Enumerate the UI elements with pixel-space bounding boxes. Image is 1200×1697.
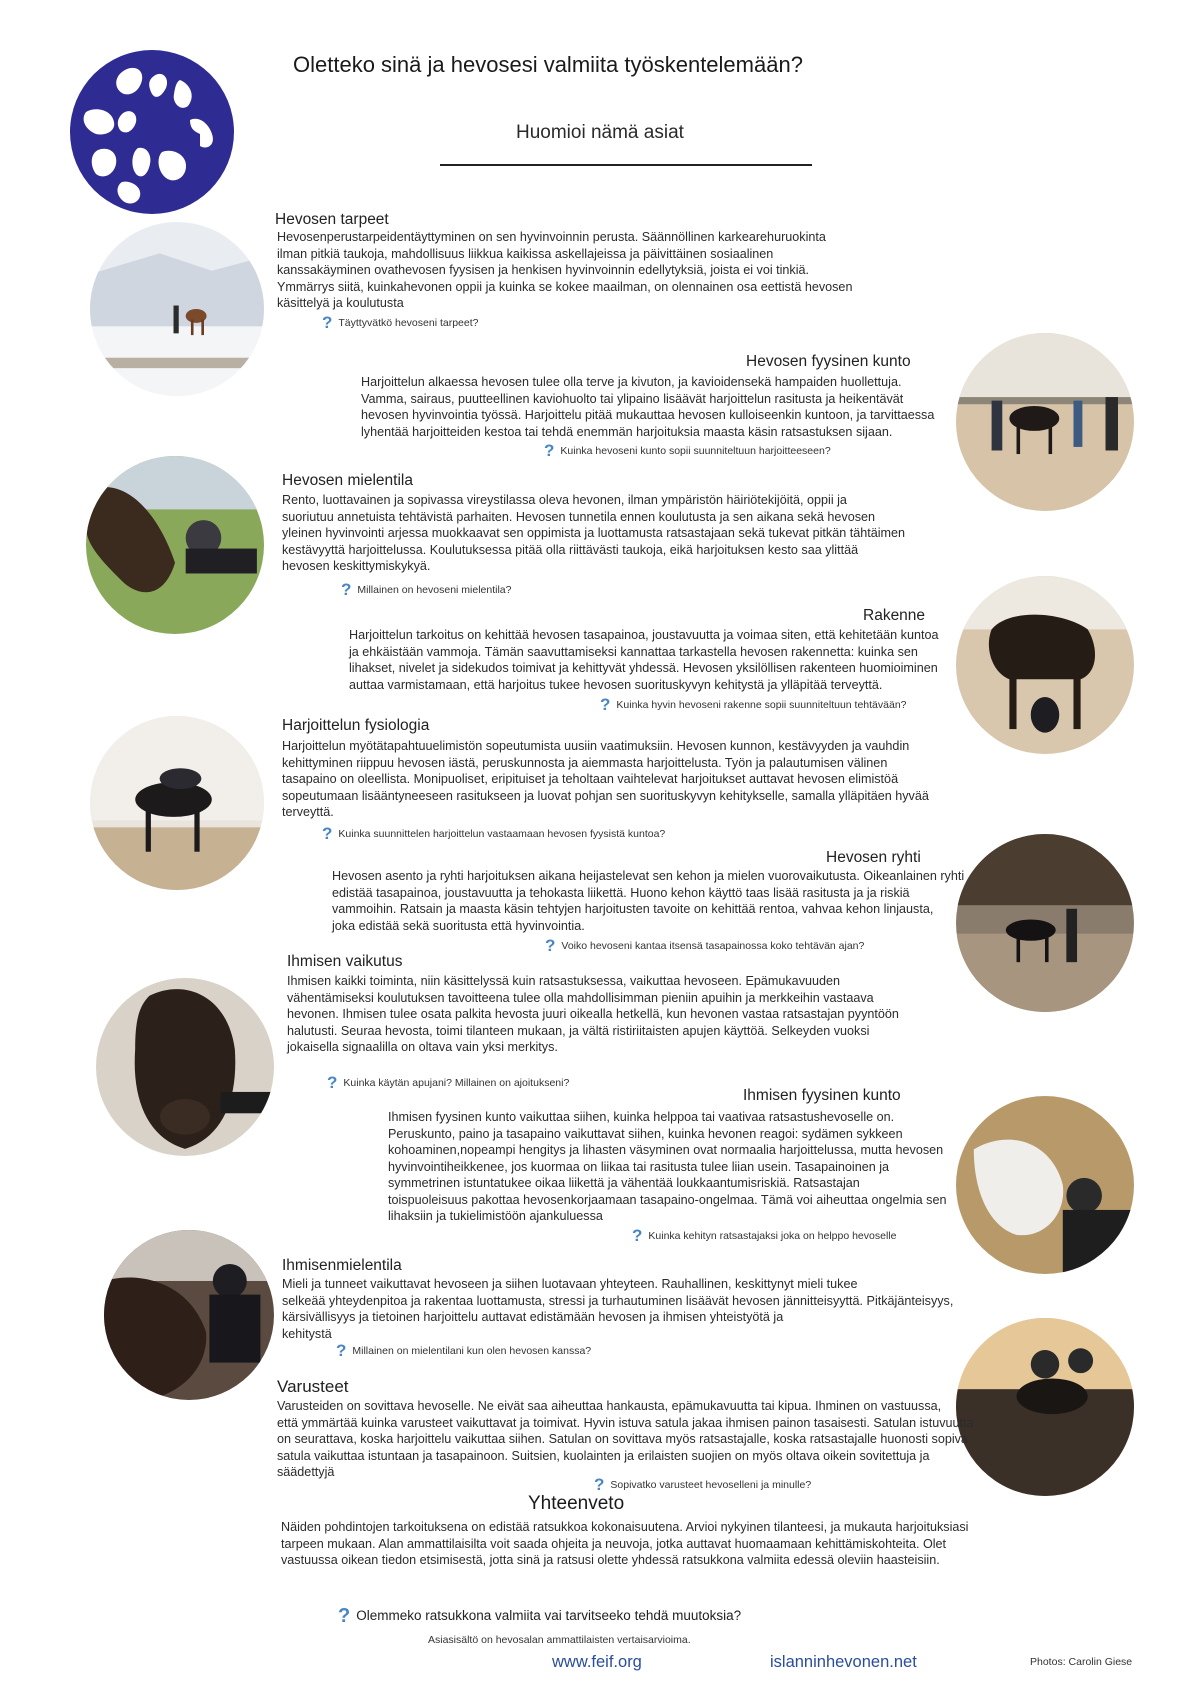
section-body-varusteet — [277, 1398, 1017, 1481]
photo-horse-snow-walk — [90, 222, 264, 396]
body-line: Hevosenperustarpeidentäyttyminen on sen hyvinvoinnin perusta. Säännöllinen karkearehuruokinta — [277, 230, 826, 244]
section-title-hevosen-mielentila: Hevosen mielentila — [282, 472, 413, 489]
question-mark-icon: ? — [594, 1475, 605, 1494]
question-text: Millainen on mielentilani kun olen hevosen kanssa? — [352, 1345, 592, 1357]
body-line: Harjoittelun tarkoitus on kehittää hevosen tasapainoa, joustavuutta ja voimaa siten, että kehitetään kuntoa — [349, 628, 939, 642]
body-line: jokaisella signaalilla on oltava vain yksi merkitys. — [287, 1040, 558, 1054]
body-line: että ymmärtää kuinka varusteet vaikuttavat ja toimivat. Hyvin istuva satula jakaa ihmisen painon tasaisesti. Satulan istuvuutta — [277, 1415, 974, 1430]
body-line: joka edistää sekä suoritusta että hyvinvointia. — [332, 918, 585, 933]
section-body-ihmisen-vaikutus — [287, 973, 987, 1056]
body-line: hevosen hyvinvointia työssä. Harjoittelu pitää mukauttaa hevosen kulloiseenkin kuntoon, ja tarvittaessa — [361, 408, 935, 422]
question-hevosen-ryhti — [545, 936, 864, 956]
question-text: Kuinka suunnittelen harjoittelun vastaamaan hevosen fyysistä kuntoa? — [338, 828, 666, 840]
body-line: vähentämiseksi koulutuksen tavoitteena tulee olla mahdollisimman pieniin apuihin ja merkkeihin vastaava — [287, 990, 874, 1005]
section-body-hevosen-ryhti — [332, 868, 1012, 934]
body-line: tarpeen mukaan. Alan ammattilaisilta voit saada ohjeita ja neuvoja, jotka auttavat huomaamaan kehittämiskohteita. Olet — [281, 1536, 947, 1551]
section-title-harjoittelun-fysiologia: Harjoittelun fysiologia — [282, 717, 430, 734]
body-line: kohoaminen,nopeampi hengitys ja lihasten väsyminen ovat normaalia harjoittelussa, mutta hevosen — [388, 1143, 944, 1157]
body-line: Peruskunto, paino ja tasapaino vaikuttavat siihen, kuinka hevonen reagoi: sydämen sykkeen — [388, 1126, 903, 1141]
body-line: toispuoleisuus pakottaa hevosenkorjaamaan tasapaino-ongelmaa. Tämä voi aiheuttaa ongelmia sen — [388, 1192, 947, 1207]
question-varusteet — [594, 1475, 811, 1495]
question-text: Kuinka hevoseni kunto sopii suunniteltuun harjoitteeseen? — [560, 445, 831, 457]
question-mark-icon: ? — [632, 1226, 643, 1245]
question-harjoittelun-fysiologia — [322, 824, 665, 844]
body-line: Ihmisen fyysinen kunto vaikuttaa siihen, kuinka helppoa tai vaativaa ratsastushevoselle on. — [388, 1110, 895, 1124]
section-title-ihmisen-fyysinen-kunto: Ihmisen fyysinen kunto — [743, 1087, 901, 1104]
question-text: Kuinka hyvin hevoseni rakenne sopii suunniteltuun tehtävään? — [616, 699, 907, 711]
body-line: Harjoittelun myötätapahtuuelimistön sopeutumista uusiin vaatimuksiin. Hevosen kunnon, kestävyyden ja vauhdin — [282, 739, 910, 753]
body-line: hevonen. Ihmisen tulee osata palkita hevosta juuri oikealla hetkellä, kun hevonen vastaa ratsastajan pyyntöön — [287, 1007, 899, 1021]
body-line: sopeutumaan lisääntyneeseen rasitukseen ja luovat pohjan sen suorituskyvyn kehitykselle, samalla ylläpitäen hyvää — [282, 788, 929, 803]
body-line: edistää tasapainoa, joustavuutta ja tehokasta liikettä. Huono kehon käyttö taas lisää rasitusta ja ja riskiä — [332, 885, 910, 900]
section-body-harjoittelun-fysiologia — [282, 738, 1022, 821]
body-line: kehitystä — [282, 1326, 332, 1341]
body-line: Hevosen asento ja ryhti harjoituksen aikana heijastelevat sen kehon ja mielen vuorovaikutusta. Oikeanlainen ryhti — [332, 869, 965, 883]
section-title-ihmisen-vaikutus: Ihmisen vaikutus — [287, 953, 403, 970]
question-mark-icon: ? — [341, 580, 352, 599]
body-line: käsittelyä ja koulutusta — [277, 296, 404, 310]
section-body-hevosen-fyysinen-kunto — [361, 374, 1001, 440]
body-line: lihaksiin ja tukielimistöön ajankuluessa — [388, 1209, 603, 1223]
body-line: symmetrinen istuntatukee oikaa liikettä ja vähentää loukkaantumisriskiä. Ratsastajan — [388, 1176, 860, 1190]
body-line: tasapaino on oleellista. Monipuoliset, eripituiset ja teholtaan vaihtelevat harjoitukset auttavat hevosen elimistöä — [282, 772, 899, 786]
question-mark-icon: ? — [545, 936, 556, 955]
body-line: yleinen hyvinvointi arjessa muokkaavat sen oppimista ja luottamusta ratsastajaan sekä tukevat pitkän tähtäimen — [282, 526, 906, 540]
page-subtitle: Huomioi nämä asiat — [516, 122, 684, 143]
question-ihmisenmielentila — [336, 1341, 591, 1361]
body-line: Harjoittelun alkaessa hevosen tulee olla terve ja kivuton, ja kavioidensekä hampaiden huollettuja. — [361, 375, 902, 389]
body-line: kärsivällisyys ja tietoinen harjoittelu auttavat edistämään hevosen ja ihmisen yhteistyötä ja — [282, 1310, 784, 1324]
title-divider — [440, 164, 812, 166]
question-mark-icon: ? — [327, 1073, 338, 1092]
body-line: kanssakäyminen ovathevosen fyysisen ja henkisen hyvinvoinnin edellytyksiä, joista ei voi tinkiä. — [277, 263, 810, 277]
body-line: Vamma, sairaus, puutteellinen kaviohuolto tai ylipaino lisäävät harjoittelun rasitusta ja heikentävät — [361, 391, 904, 406]
question-ihmisen-vaikutus — [327, 1073, 569, 1093]
question-text: Täyttyvätkö hevoseni tarpeet? — [338, 317, 479, 329]
section-title-varusteet: Varusteet — [277, 1377, 349, 1396]
summary-title: Yhteenveto — [528, 1493, 625, 1514]
page-title: Oletteko sinä ja hevosesi valmiita työskentelemään? — [293, 52, 803, 77]
body-line: ilman pitkiä taukoja, mahdollisuus liikkua kaikissa askellajeissa ja päivittäinen sosiaalinen — [277, 246, 774, 261]
body-line: Varusteiden on sovittava hevoselle. Ne eivät saa aiheuttaa hankausta, epämukavuutta tai kipua. Ihminen on vastuussa, — [277, 1399, 942, 1413]
section-body-rakenne — [349, 627, 1009, 693]
body-line: kestävyyttä harjoittelussa. Koulutuksessa pitää olla riittävästi taukoja, eikä harjoituksen kesto saa ylittää — [282, 542, 859, 557]
body-line: lyhentää harjoitteiden kestoa tai tehdä enemmän harjoituksia maasta käsin ratsastuksen sijaan. — [361, 424, 893, 439]
question-ihmisen-fyysinen-kunto — [632, 1226, 896, 1246]
body-line: Ymmärrys siitä, kuinkahevonen oppii ja kuinka se kokee maailman, on olennainen osa eettistä hevosen — [277, 279, 853, 294]
section-title-rakenne: Rakenne — [863, 607, 926, 624]
question-mark-icon: ? — [322, 313, 333, 332]
question-mark-icon: ? — [544, 441, 555, 460]
section-body-hevosen-tarpeet — [277, 229, 957, 312]
body-line: ja ehkäistään vammoja. Tämän saavuttamiseksi kannattaa tarkastella hevosen rakennetta: kuinka sen — [349, 644, 918, 659]
body-line: säädettyjä — [277, 1465, 335, 1479]
section-title-hevosen-tarpeet: Hevosen tarpeet — [275, 211, 389, 228]
section-body-ihmisen-fyysinen-kunto — [388, 1109, 1008, 1225]
section-title-hevosen-ryhti: Hevosen ryhti — [826, 849, 921, 866]
section-body-ihmisenmielentila — [282, 1276, 1072, 1342]
question-rakenne — [600, 695, 907, 715]
feif-link[interactable]: www.feif.org — [552, 1653, 642, 1671]
question-hevosen-tarpeet — [322, 313, 478, 333]
question-text: Sopivatko varusteet hevoselleni ja minulle? — [610, 1479, 812, 1491]
body-line: hevosen keskittymiskykyä. — [282, 559, 431, 573]
photo-rider-resting-horse — [86, 456, 264, 634]
question-mark-icon: ? — [322, 824, 333, 843]
question-text: Voiko hevoseni kantaa itsensä tasapainossa koko tehtävän ajan? — [561, 940, 865, 952]
section-title-ihmisenmielentila: Ihmisenmielentila — [282, 1257, 402, 1274]
photo-rider-lying-on-horse — [90, 716, 264, 890]
question-text: Millainen on hevoseni mielentila? — [357, 584, 512, 596]
body-line: suoriutuu annetuista tehtävistä parhaiten. Hevosen tunnetila ennen koulutusta ja sen aikana sekä hevosen — [282, 509, 876, 524]
photo-credit: Photos: Carolin Giese — [1030, 1656, 1133, 1668]
final-question-text: Olemmeko ratsukkona valmiita vai tarvitseeko tehdä muutoksia? — [356, 1608, 742, 1623]
question-mark-icon: ? — [336, 1341, 347, 1360]
summary-body — [281, 1519, 1061, 1569]
body-line: hyvinvointiheikkenee, jos kuormaa on liikaa tai rasitusta tulee liian usein. Tasapainoinen ja — [388, 1159, 890, 1174]
body-line: Mieli ja tunneet vaikuttavat hevoseen ja siihen luotavaan yhteyteen. Rauhallinen, keskittynyt mieli tukee — [282, 1277, 858, 1291]
body-line: vammoihin. Ratsain ja maasta käsin tehtyjen harjoitusten tavoite on kehittää rentoa, vahvaa kehon linjausta, — [332, 902, 934, 916]
body-line: halutusti. Seuraa hevosta, toimi tilanteen mukaan, ja vältä ristiriitaisten apujen käyttöä. Selkeyden vuoksi — [287, 1023, 870, 1038]
peer-review-note: Asiasisältö on hevosalan ammattilaisten vertaisarvioima. — [428, 1634, 691, 1646]
question-hevosen-mielentila — [341, 580, 511, 600]
body-line: selkeää yhteydenpitoa ja rakentaa luottamusta, stressi ja turhautuminen lisäävät hevosen jännitteisyyttä. Pitkäjänteisyys, — [282, 1293, 954, 1308]
section-title-hevosen-fyysinen-kunto: Hevosen fyysinen kunto — [746, 353, 911, 370]
body-line: Ihmisen kaikki toiminta, niin käsittelyssä kuin ratsastuksessa, vaikuttaa hevoseen. Epämukavuuden — [287, 974, 841, 988]
question-mark-icon: ? — [600, 695, 611, 714]
question-text: Kuinka kehityn ratsastajaksi joka on helppo hevoselle — [648, 1230, 897, 1242]
body-line: lihakset, nivelet ja sidekudos toimivat ja kehittyvät yhdessä. Hevosen yksilöllisen rakenteen huomioiminen — [349, 661, 938, 675]
body-line: satula vaikuttaa istuntaan ja tasapainoon. Suitsien, kuolainten ja erilaisten suojien on myös oltava oikein sovitettuja ja — [277, 1448, 930, 1463]
question-hevosen-fyysinen-kunto — [544, 441, 831, 461]
photo-horse-head-closeup — [96, 978, 274, 1156]
body-line: Rento, luottavainen ja sopivassa vireystilassa oleva hevonen, ilman ympäristön häiriötekijöitä, oppii ja — [282, 493, 847, 507]
body-line: Näiden pohdintojen tarkoituksena on edistää ratsukkoa kokonaisuutena. Arvioi nykyinen tilanteesi, ja mukauta harjoituksiasi — [281, 1520, 969, 1534]
feif-logo-icon — [62, 50, 242, 215]
photo-grooming-horse — [104, 1230, 274, 1400]
body-line: kehittyminen riippuu hevosen iästä, peruskunnosta ja aiemmasta harjoittelusta. Työn ja palautumisen välinen — [282, 755, 888, 770]
final-question — [338, 1605, 741, 1628]
body-line: on seurattava, koska harjoittelu vaikuttaa siihen. Satulan on sovittava myös ratsastajalle, koska ratsastajalle huonosti sopiva — [277, 1432, 968, 1446]
question-text: Kuinka käytän apujani? Millainen on ajoitukseni? — [343, 1077, 570, 1089]
islanninhevonen-link[interactable]: islanninhevonen.net — [770, 1653, 917, 1671]
body-line: terveyttä. — [282, 805, 334, 819]
question-mark-icon: ? — [338, 1605, 351, 1627]
body-line: vastuussa oikean tiedon etsimisestä, jotta sinä ja ratsusi olette yhdessä ratsukkona valmiita edessä oleviin haasteisiin. — [281, 1553, 940, 1567]
section-body-hevosen-mielentila — [282, 492, 1002, 575]
body-line: auttaa varmistamaan, että harjoitus tukee hevosen suorituskyvyn kehitystä ja ylläpitää terveyttä. — [349, 677, 883, 692]
